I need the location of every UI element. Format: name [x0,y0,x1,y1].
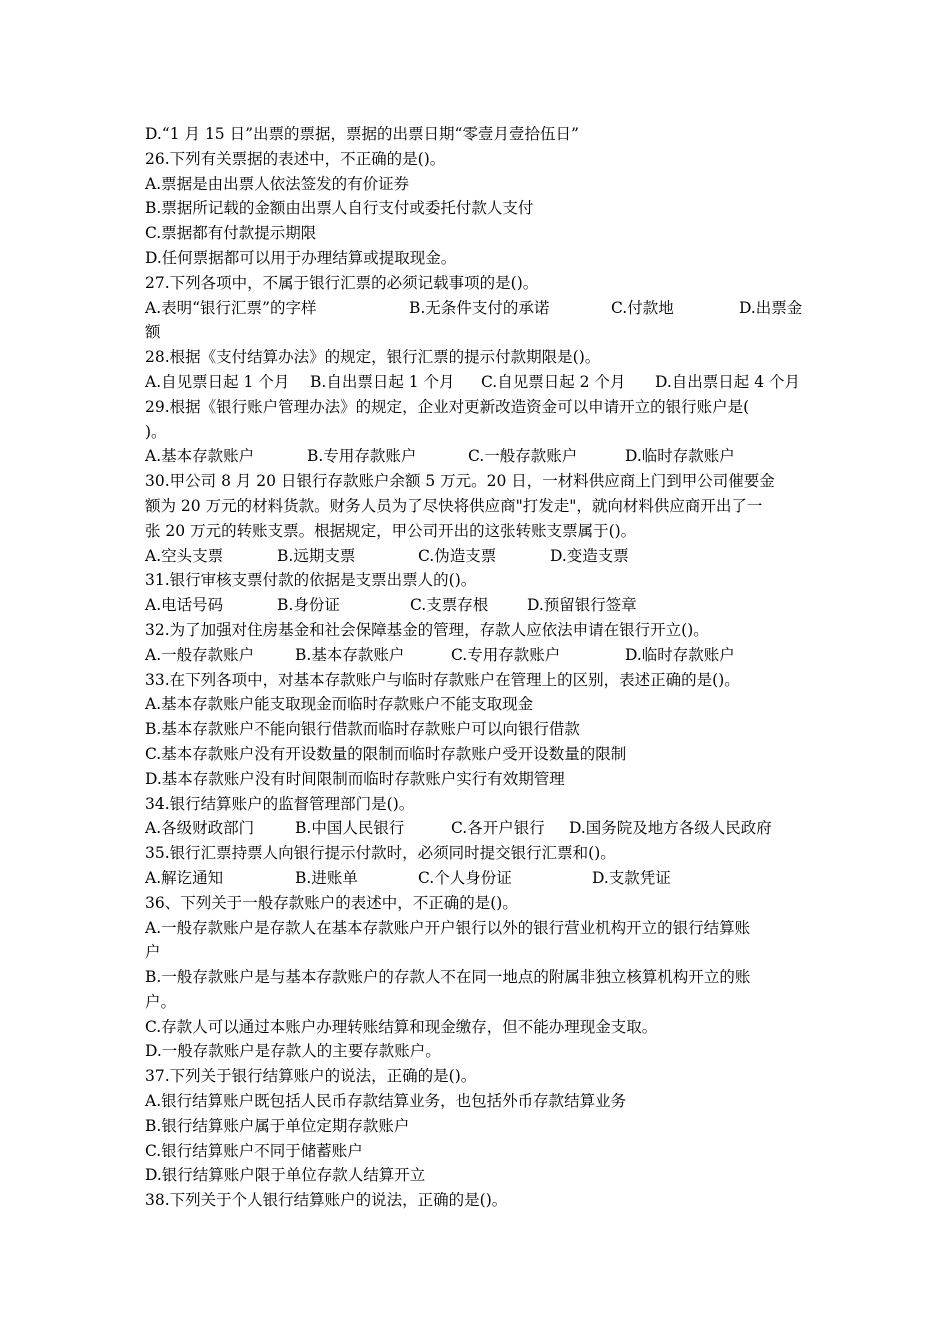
option-b: B.无条件支付的承诺 [409,298,550,317]
option-b: B.中国人民银行 [295,819,405,838]
text-line: 张 20 万元的转账支票。根据规定，甲公司开出的这张转账支票属于()。 [145,521,637,540]
question-28: 28.根据《支付结算办法》的规定，银行汇票的提示付款期限是()。 [145,348,601,367]
question-34: 34.银行结算账户的监督管理部门是()。 [145,794,415,813]
question-38: 38.下列关于个人银行结算账户的说法，正确的是()。 [145,1191,508,1210]
option-line: D.一般存款账户是存款人的主要存款账户。 [145,1042,441,1061]
option-line: B.基本存款账户不能向银行借款而临时存款账户可以向银行借款 [145,720,580,739]
option-a: A.电话号码 [145,596,224,615]
question-35-options [145,866,810,891]
option-line: D.任何票据都可以用于办理结算或提取现金。 [145,248,457,267]
question-28-options [145,370,810,395]
option-c: C.个人身份证 [418,868,512,887]
option-d: D.预留银行签章 [527,596,637,615]
question-26: 26.下列有关票据的表述中，不正确的是()。 [145,149,446,168]
option-c: C.付款地 [611,298,674,317]
option-c: C.各开户银行 [451,819,545,838]
option-line: B.一般存款账户是与基本存款账户的存款人不在同一地点的附属非独立核算机构开立的账 [145,968,751,987]
option-a: A.自见票日起 1 个月 [145,372,290,391]
question-32-options [145,643,810,668]
option-c: C.自见票日起 2 个月 [481,372,626,391]
question-34-options [145,816,810,841]
option-d: D.临时存款账户 [625,645,735,664]
option-d: D.自出票日起 4 个月 [655,372,801,391]
option-line: D.银行结算账户限于单位存款人结算开立 [145,1166,426,1185]
option-line: B.票据所记载的金额由出票人自行支付或委托付款人支付 [145,199,534,218]
option-line: C.存款人可以通过本账户办理转账结算和现金缴存，但不能办理现金支取。 [145,1017,658,1036]
text-line: 额为 20 万元的材料货款。财务人员为了尽快将供应商"打发走"，就向材料供应商开出了一 [145,496,763,515]
question-31-options [145,593,810,618]
text-line: 户 [145,943,161,962]
option-line: A.票据是由出票人依法签发的有价证券 [145,174,410,193]
text-line: 户。 [145,992,177,1011]
option-line: B.银行结算账户属于单位定期存款账户 [145,1116,410,1135]
option-b: B.身份证 [277,596,340,615]
question-32: 32.为了加强对住房基金和社会保障基金的管理，存款人应依法申请在银行开立()。 [145,620,709,639]
question-29: 29.根据《银行账户管理办法》的规定，企业对更新改造资金可以申请开立的银行账户是( [145,397,750,416]
option-line: C.银行结算账户不同于储蓄账户 [145,1141,363,1160]
option-a: A.基本存款账户 [145,447,255,466]
text-line: D.“1 月 15 日”出票的票据，票据的出票日期“零壹月壹拾伍日” [145,125,579,143]
question-36: 36、下列关于一般存款账户的表述中，不正确的是()。 [145,893,518,912]
option-d: D.支款凭证 [592,868,671,887]
option-c: C.支票存根 [410,596,489,615]
option-d: D.变造支票 [550,546,629,565]
option-b: B.远期支票 [277,546,356,565]
question-33: 33.在下列各项中，对基本存款账户与临时存款账户在管理上的区别，表述正确的是()。 [145,670,740,689]
question-35: 35.银行汇票持票人向银行提示付款时，必须同时提交银行汇票和()。 [145,844,616,863]
question-31: 31.银行审核支票付款的依据是支票出票人的()。 [145,571,477,590]
text-line: )。 [145,422,167,441]
option-b: B.自出票日起 1 个月 [310,372,455,391]
option-b: B.基本存款账户 [295,645,405,664]
option-c: C.伪造支票 [418,546,497,565]
text-line: 额 [145,323,161,342]
question-30-options [145,544,810,569]
option-line: C.基本存款账户没有开设数量的限制而临时存款账户受开设数量的限制 [145,744,627,763]
option-c: C.一般存款账户 [468,447,578,466]
option-c: C.专用存款账户 [451,645,561,664]
option-a: A.表明“银行汇票”的字样 [145,298,317,317]
option-line: C.票据都有付款提示期限 [145,224,317,243]
question-27: 27.下列各项中，不属于银行汇票的必须记载事项的是()。 [145,273,539,292]
option-d: D.出票金 [739,298,803,317]
option-d: D.临时存款账户 [625,447,735,466]
question-29-options [145,444,810,469]
option-a: A.各级财政部门 [145,819,255,838]
option-line: D.基本存款账户没有时间限制而临时存款账户实行有效期管理 [145,769,565,788]
option-b: B.进账单 [295,868,358,887]
option-a: A.解讫通知 [145,868,224,887]
question-30: 30.甲公司 8 月 20 日银行存款账户余额 5 万元。20 日，一材料供应商上门到甲公司催要金 [145,472,775,491]
option-line: A.基本存款账户能支取现金而临时存款账户不能支取现金 [145,695,534,714]
option-line: A.一般存款账户是存款人在基本存款账户开户银行以外的银行营业机构开立的银行结算账 [145,918,751,937]
question-37: 37.下列关于银行结算账户的说法，正确的是()。 [145,1067,477,1086]
option-a: A.空头支票 [145,546,224,565]
option-b: B.专用存款账户 [307,447,417,466]
document-body [145,122,810,1213]
option-line: A.银行结算账户既包括人民币存款结算业务，也包括外币存款结算业务 [145,1092,627,1111]
question-27-options [145,296,810,321]
option-a: A.一般存款账户 [145,645,255,664]
option-d: D.国务院及地方各级人民政府 [569,819,772,838]
